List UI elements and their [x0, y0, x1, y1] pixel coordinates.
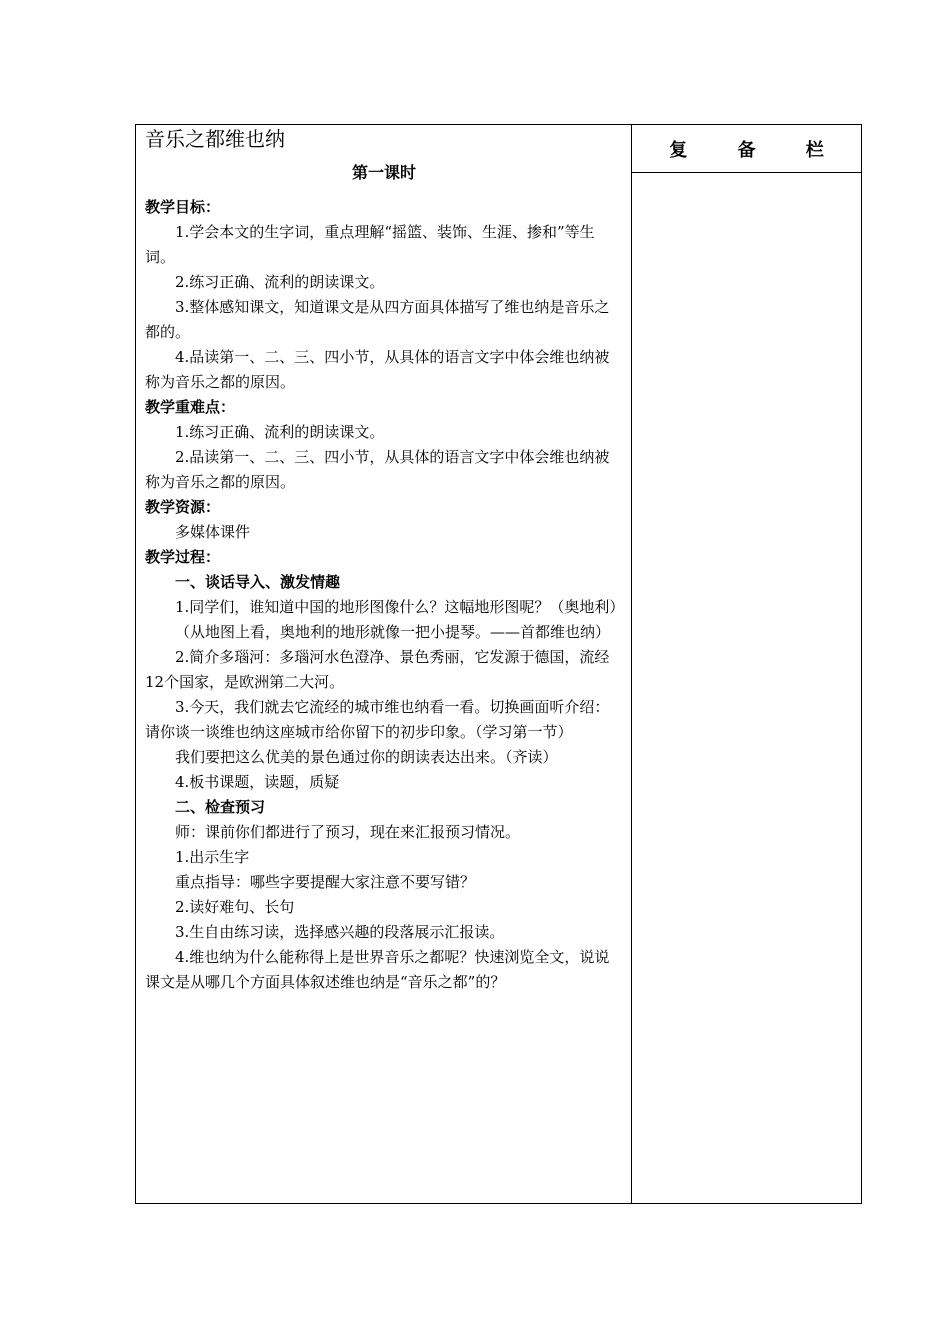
paragraph: 1.出示生字: [175, 848, 250, 866]
paragraph: 师：课前你们都进行了预习，现在来汇报预习情况。: [175, 823, 521, 841]
review-column-header: 复 备 栏: [632, 125, 861, 173]
period-title: 第一课时: [351, 163, 416, 182]
paragraph: 4.板书课题，读题，质疑: [175, 773, 340, 791]
paragraph: 2.简介多瑙河：多瑙河水色澄净、景色秀丽，它发源于德国，流经12个国家，是欧洲第二大河。: [145, 648, 610, 691]
subsection-heading: 二、检查预习: [175, 798, 266, 816]
paragraph: 4.品读第一、二、三、四小节，从具体的语言文字中体会维也纳被称为音乐之都的原因。: [145, 348, 610, 391]
paragraph: 3.整体感知课文，知道课文是从四方面具体描写了维也纳是音乐之都的。: [145, 298, 610, 341]
paragraph: 2.品读第一、二、三、四小节，从具体的语言文字中体会维也纳被称为音乐之都的原因。: [145, 448, 610, 491]
paragraph: 1.练习正确、流利的朗读课文。: [175, 423, 385, 441]
lesson-plan-table: [135, 124, 862, 1204]
subsection-heading: 一、谈话导入、激发情趣: [175, 573, 341, 591]
section-heading: 教学重难点：: [145, 398, 236, 416]
lesson-content: [136, 125, 631, 995]
paragraph: 1.学会本文的生字词，重点理解“摇篮、装饰、生涯、掺和”等生词。: [145, 223, 595, 266]
paragraph: 2.读好难句、长句: [175, 898, 295, 916]
main-column: [136, 125, 632, 1203]
paragraph: 重点指导：哪些字要提醒大家注意不要写错？: [175, 873, 476, 891]
lesson-title: 音乐之都维也纳: [145, 127, 285, 151]
paragraph: 2.练习正确、流利的朗读课文。: [175, 273, 385, 291]
paragraph: 1.同学们，谁知道中国的地形图像什么？这幅地形图呢？（奥地利）: [175, 598, 625, 616]
review-column: [632, 125, 861, 1203]
paragraph: 3.生自由练习读，选择感兴趣的段落展示汇报读。: [175, 923, 505, 941]
section-heading: 教学目标：: [145, 198, 221, 216]
paragraph: 我们要把这么优美的景色通过你的朗读表达出来。（齐读）: [175, 748, 558, 766]
paragraph: 4.维也纳为什么能称得上是世界音乐之都呢？快速浏览全文，说说课文是从哪几个方面具体叙述维也纳是“音乐之都”的？: [145, 948, 610, 991]
paragraph: 3.今天，我们就去它流经的城市维也纳看一看。切换画面听介绍：请你谈一谈维也纳这座城市给你留下的初步印象。（学习第一节）: [145, 698, 610, 741]
paragraph: （从地图上看，奥地利的地形就像一把小提琴。——首都维也纳）: [175, 623, 611, 641]
paragraph: 多媒体课件: [175, 523, 251, 541]
section-heading: 教学资源：: [145, 498, 221, 516]
section-heading: 教学过程：: [145, 548, 221, 566]
